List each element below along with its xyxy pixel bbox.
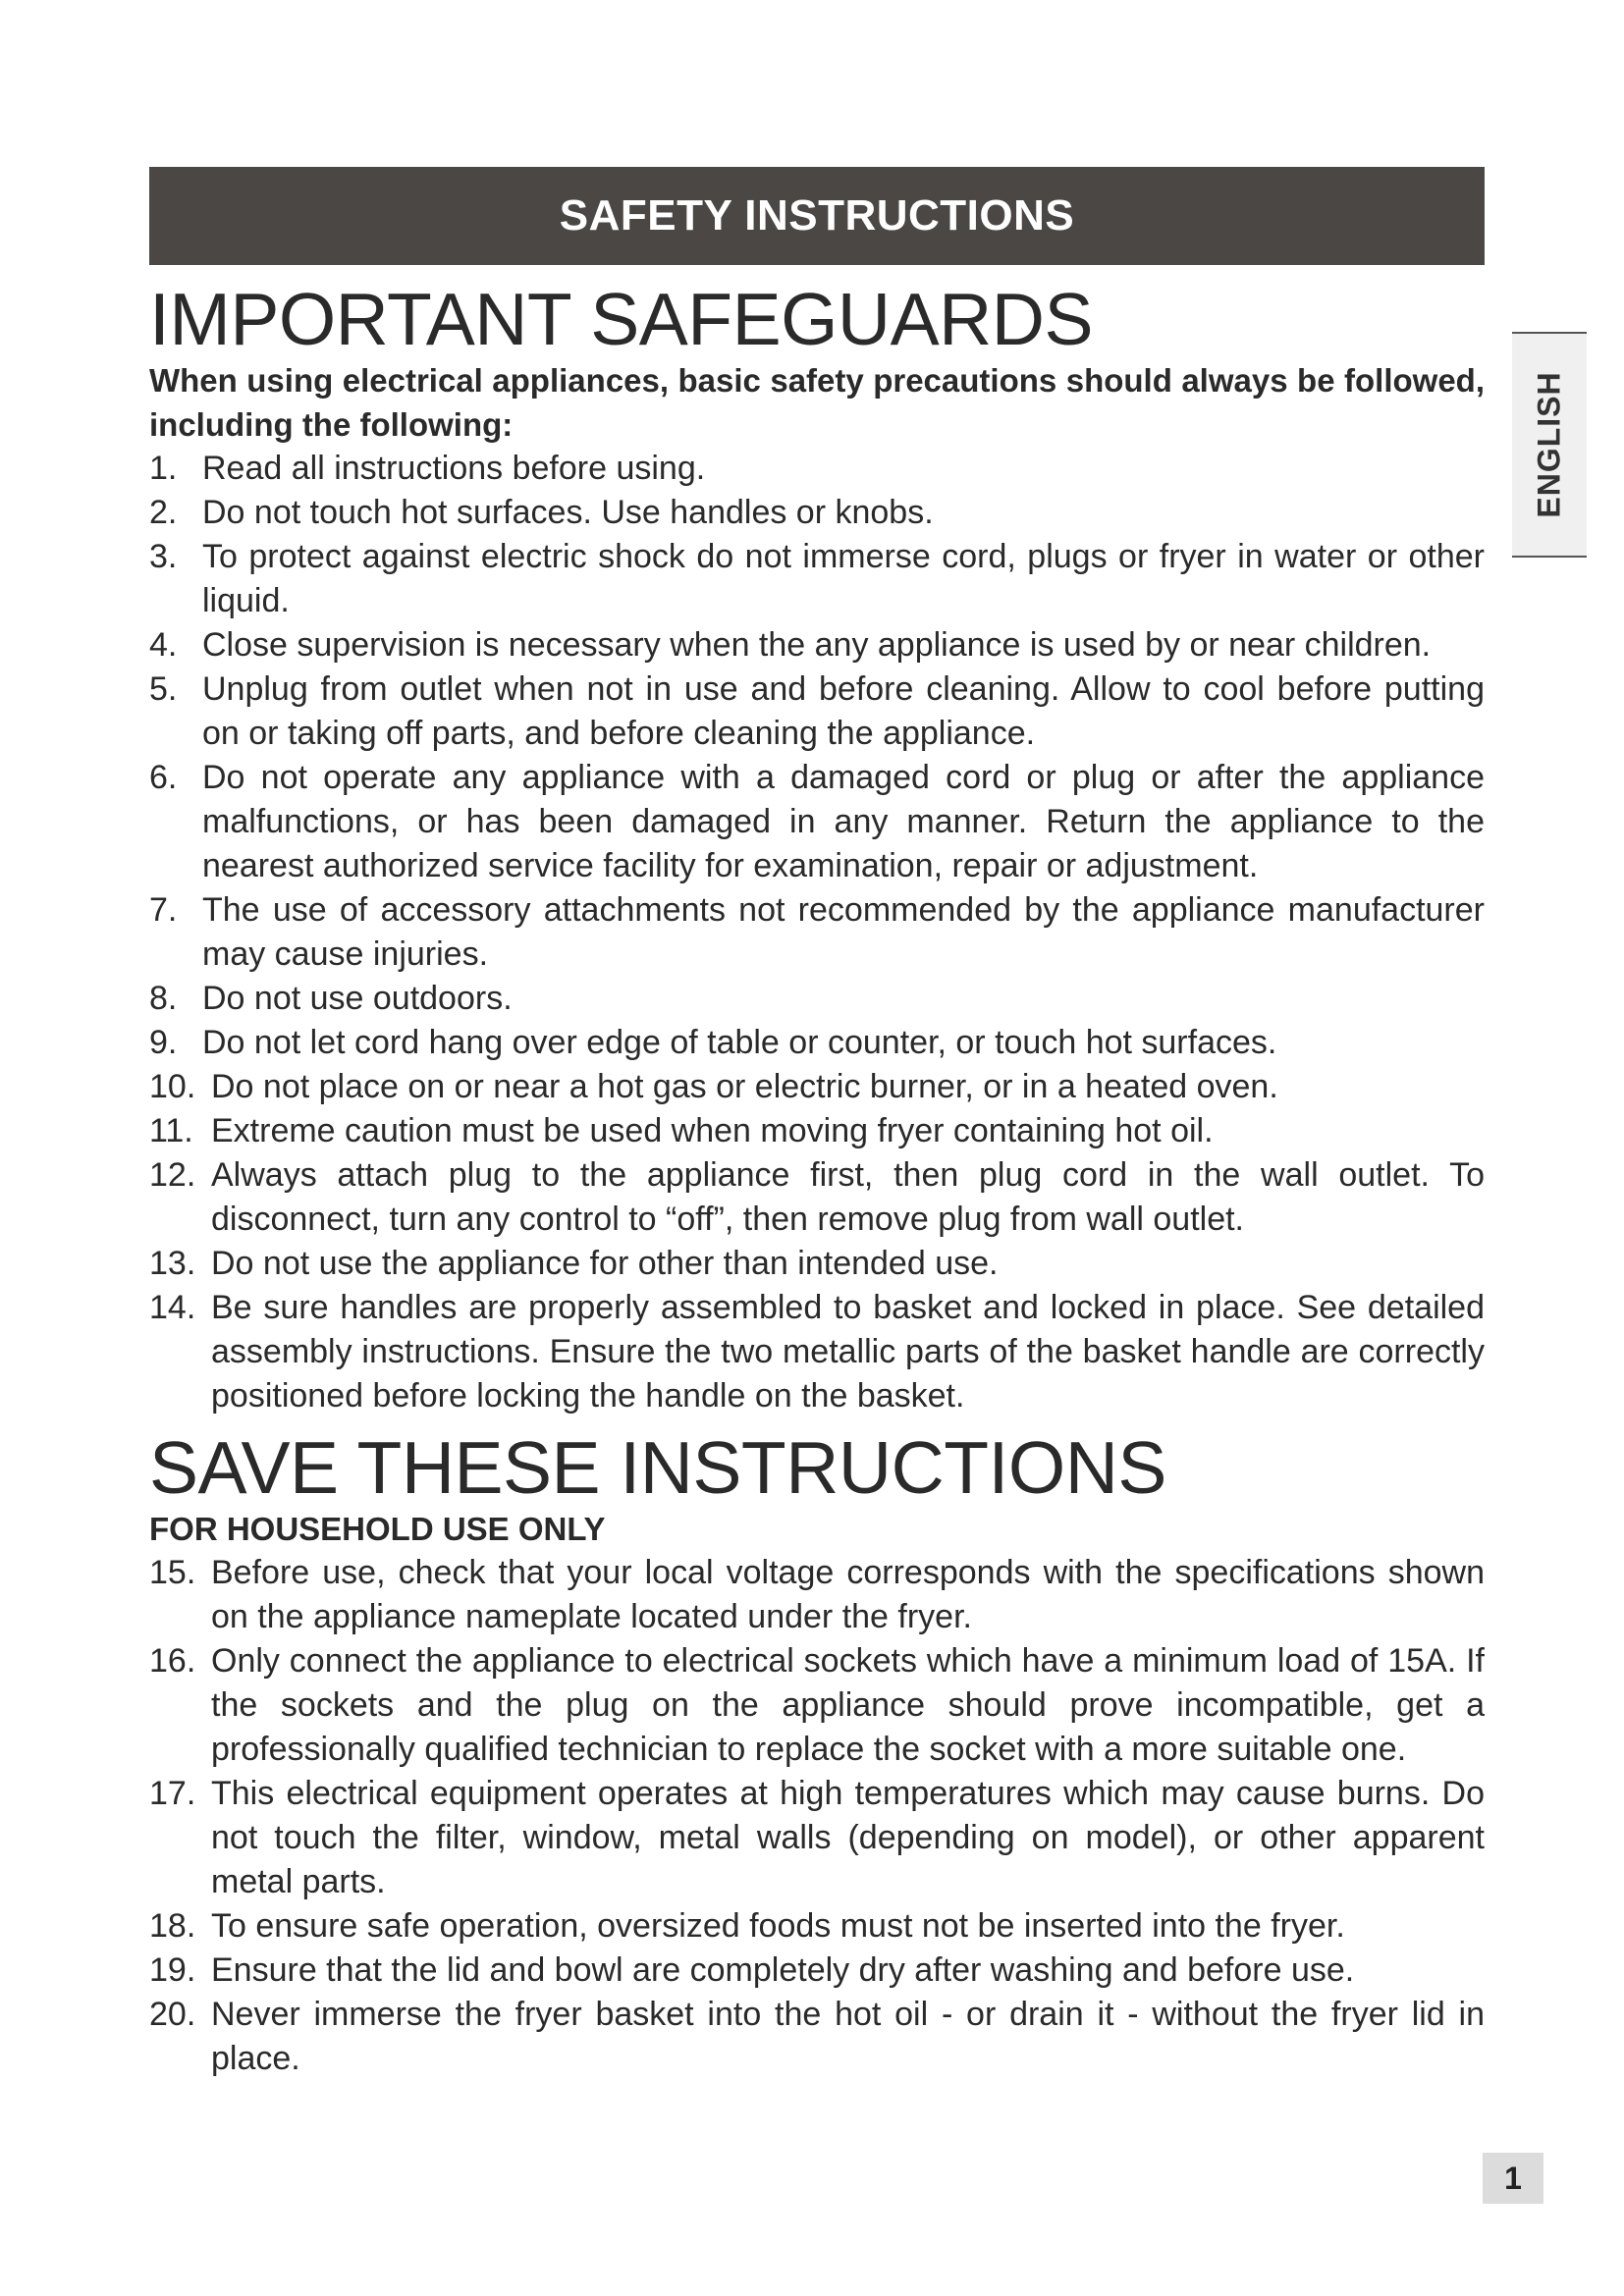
item-number: 4. [149,626,178,664]
list-item [149,1242,1485,1286]
item-number: 17. [149,1775,196,1812]
item-number: 12. [149,1156,196,1194]
page-number: 1 [1483,2153,1543,2204]
item-number: 19. [149,1951,196,1989]
item-number: 8. [149,980,178,1017]
safeguards-list [149,447,1485,1418]
item-number: 11. [149,1112,193,1149]
language-tab [1512,332,1587,558]
item-text: Only connect the appliance to electrical sockets which have a minimum load of 15A. If the sockets and the plug on the appliance should prove incompatible, get a professionally qualified technician to replace the socket with a more suitable one. [211,1642,1485,1768]
item-number: 2. [149,494,178,531]
item-text: This electrical equipment operates at high temperatures which may cause burns. Do not touch the filter, window, metal walls (depending on model), or other apparent metal parts. [211,1775,1485,1900]
list-item [149,977,1485,1021]
list-item [149,1065,1485,1109]
item-number: 3. [149,538,178,575]
list-item [149,1551,1485,1639]
item-number: 18. [149,1907,196,1945]
section-banner [149,167,1485,265]
item-number: 10. [149,1068,196,1105]
item-text: Always attach plug to the appliance first, then plug cord in the wall outlet. To disconnect, turn any control to “off”, then remove plug from wall outlet. [211,1156,1485,1238]
list-item [149,1153,1485,1242]
item-text: Before use, check that your local voltage corresponds with the specifications shown on the appliance nameplate located under the fryer. [211,1554,1485,1635]
item-text: Read all instructions before using. [202,450,706,487]
list-item [149,888,1485,977]
list-item [149,667,1485,756]
item-number: 1. [149,450,178,487]
item-text: Do not touch hot surfaces. Use handles or knobs. [202,494,934,531]
list-item [149,1021,1485,1065]
item-number: 20. [149,1996,196,2033]
item-text: The use of accessory attachments not recommended by the appliance manufacturer may cause injuries. [202,891,1485,973]
list-item [149,1904,1485,1949]
list-item [149,1639,1485,1772]
item-number: 6. [149,759,178,796]
list-item [149,1949,1485,1993]
important-safeguards-heading: IMPORTANT SAFEGUARDS [149,278,1093,360]
page-content [149,167,1485,2081]
item-text: To ensure safe operation, oversized foods must not be inserted into the fryer. [211,1907,1345,1945]
item-text: Do not let cord hang over edge of table or counter, or touch hot surfaces. [202,1024,1277,1061]
banner-title: SAFETY INSTRUCTIONS [559,191,1075,240]
item-text: Unplug from outlet when not in use and before cleaning. Allow to cool before putting on or taking off parts, and before cleaning the appliance. [202,670,1485,752]
list-item [149,1993,1485,2081]
list-item [149,535,1485,623]
item-text: Never immerse the fryer basket into the hot oil - or drain it - without the fryer lid in place. [211,1996,1485,2077]
list-item [149,447,1485,491]
list-item [149,756,1485,888]
item-text: Do not operate any appliance with a damaged cord or plug or after the appliance malfunctions, or has been damaged in any manner. Return the appliance to the nearest authorized service facility for examination, repair or adjustment. [202,759,1485,884]
item-text: Close supervision is necessary when the any appliance is used by or near children. [202,626,1432,664]
item-number: 7. [149,891,178,929]
item-number: 16. [149,1642,196,1680]
item-number: 14. [149,1289,196,1326]
save-instructions-heading: SAVE THESE INSTRUCTIONS [149,1426,1166,1509]
item-number: 15. [149,1554,196,1591]
list-item [149,1286,1485,1418]
item-text: To protect against electric shock do not immerse cord, plugs or fryer in water or other liquid. [202,538,1485,619]
item-text: Ensure that the lid and bowl are completely dry after washing and before use. [211,1951,1355,1989]
item-text: Do not use the appliance for other than intended use. [211,1245,999,1282]
item-number: 5. [149,670,178,708]
item-text: Extreme caution must be used when moving fryer containing hot oil. [211,1112,1214,1149]
household-list [149,1551,1485,2081]
item-number: 9. [149,1024,178,1061]
item-text: Be sure handles are properly assembled to basket and locked in place. See detailed assembly instructions. Ensure the two metallic parts of the basket handle are correctly positioned before locking the handle on the basket. [211,1289,1485,1415]
intro-text: When using electrical appliances, basic safety precautions should always be followed, including the following: [149,362,1485,443]
household-use-subheading: FOR HOUSEHOLD USE ONLY [149,1511,606,1547]
language-tab-label: ENGLISH [1531,371,1567,518]
list-item [149,491,1485,535]
item-text: Do not place on or near a hot gas or electric burner, or in a heated oven. [211,1068,1278,1105]
item-text: Do not use outdoors. [202,980,513,1017]
list-item [149,623,1485,667]
list-item [149,1109,1485,1153]
list-item [149,1772,1485,1904]
item-number: 13. [149,1245,196,1282]
